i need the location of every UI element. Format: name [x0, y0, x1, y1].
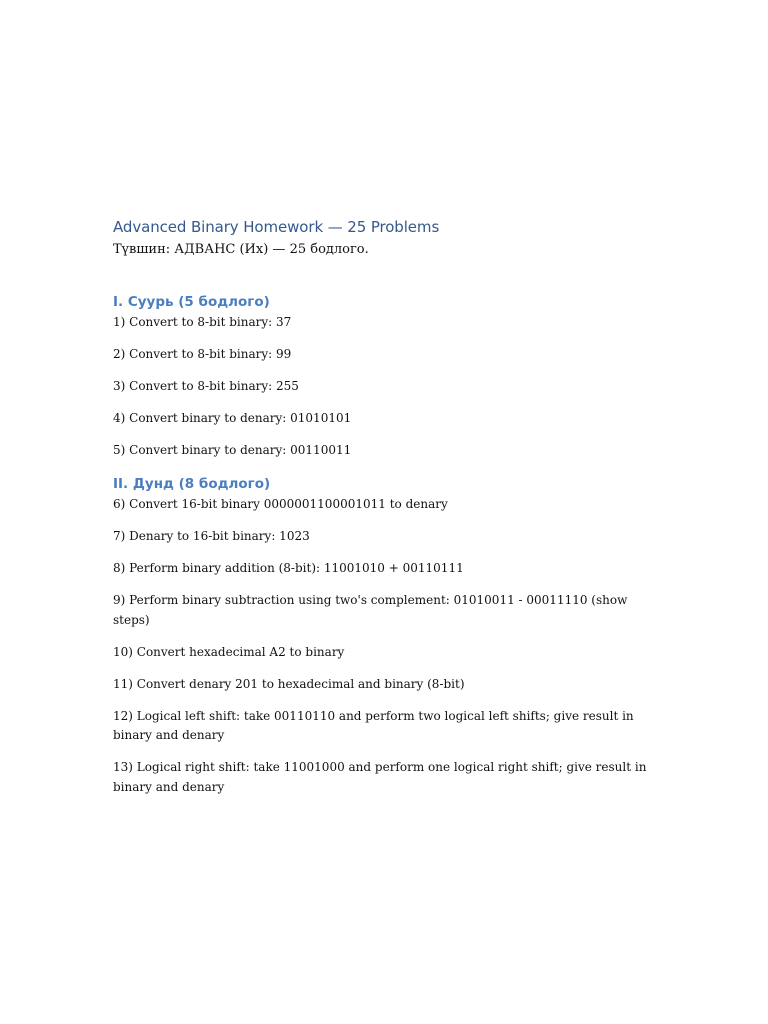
- problem-list: [113, 313, 658, 461]
- problem-item: 13) Logical right shift: take 11001000 and perform one logical right shift; give result in binary and denary: [113, 760, 647, 794]
- problem-item: 11) Convert denary 201 to hexadecimal and binary (8-bit): [113, 676, 465, 691]
- document-subtitle: Түвшин: АДВАНС (Их) — 25 бодлого.: [113, 242, 369, 257]
- problem-item: 10) Convert hexadecimal A2 to binary: [113, 644, 345, 659]
- problem-item: 12) Logical left shift: take 00110110 and perform two logical left shifts; give result in binary and denary: [113, 708, 634, 742]
- problem-item: 2) Convert to 8-bit binary: 99: [113, 347, 292, 361]
- problem-item: 6) Convert 16-bit binary 0000001100001011 to denary: [113, 497, 448, 511]
- problem-item: 1) Convert to 8-bit binary: 37: [113, 315, 292, 329]
- problem-item: 5) Convert binary to denary: 00110011: [113, 443, 352, 457]
- problem-item: 3) Convert to 8-bit binary: 255: [113, 379, 299, 393]
- problem-item: 9) Perform binary subtraction using two's complement: 01010011 - 00011110 (show steps): [113, 593, 628, 627]
- section-intermediate: [113, 473, 658, 797]
- section-heading: I. Суурь (5 бодлого): [113, 294, 270, 310]
- problem-list: [113, 495, 658, 797]
- problem-item: 7) Denary to 16-bit binary: 1023: [113, 529, 310, 543]
- document-title: Advanced Binary Homework — 25 Problems: [113, 218, 440, 236]
- document-content: [113, 215, 658, 810]
- problem-item: 8) Perform binary addition (8-bit): 11001010 + 00110111: [113, 561, 464, 575]
- section-heading: II. Дунд (8 бодлого): [113, 476, 271, 492]
- problem-item: 4) Convert binary to denary: 01010101: [113, 411, 352, 425]
- section-basic: [113, 291, 658, 461]
